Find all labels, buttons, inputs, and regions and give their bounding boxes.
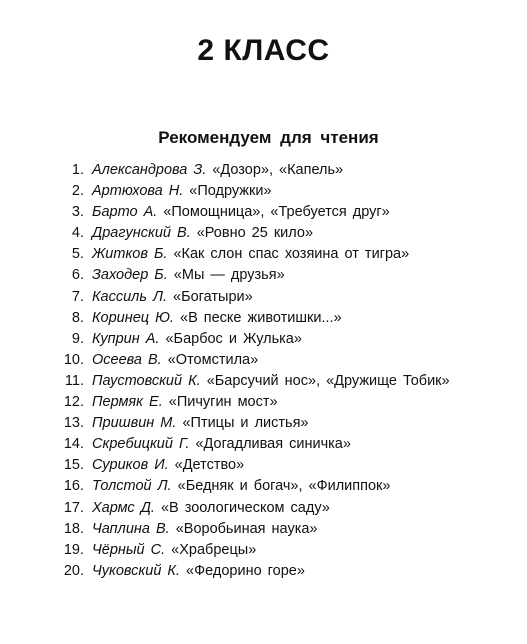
item-number: 13. xyxy=(63,415,84,432)
item-author: Осеева В. xyxy=(92,351,162,368)
item-title: «Детство» xyxy=(174,457,245,474)
item-author: Паустовский К. xyxy=(92,372,201,389)
item-title: «Воробьиная наука» xyxy=(175,520,318,537)
item-number: 3. xyxy=(71,204,84,221)
item-author: Скребицкий Г. xyxy=(92,436,190,453)
item-title: «Бедняк и богач», «Филиппок» xyxy=(177,478,391,495)
section-subtitle: Рекомендуем для чтения xyxy=(158,128,379,147)
item-title: «Птицы и листья» xyxy=(182,415,309,432)
item-number: 10. xyxy=(63,351,84,368)
item-title: «Подружки» xyxy=(189,183,272,200)
item-author: Чуковский К. xyxy=(92,562,181,579)
item-number: 14. xyxy=(63,436,84,453)
item-title: «Пичугин мост» xyxy=(168,394,278,411)
item-author: Куприн А. xyxy=(92,330,160,347)
item-author: Драгунский В. xyxy=(92,225,191,242)
item-author: Чаплина В. xyxy=(92,520,170,537)
page-title: 2 КЛАСС xyxy=(197,34,330,67)
item-title: «Ровно 25 кило» xyxy=(196,225,314,242)
item-number: 1. xyxy=(71,162,84,178)
item-number: 8. xyxy=(71,309,84,326)
item-author: Житков Б. xyxy=(92,246,168,263)
item-author: Чёрный С. xyxy=(92,541,166,558)
item-number: 9. xyxy=(71,330,84,347)
item-title: «Федорино горе» xyxy=(186,562,305,579)
item-title: «Отомстила» xyxy=(167,351,259,368)
item-number: 15. xyxy=(63,457,84,474)
item-author: Толстой Л. xyxy=(92,478,172,495)
item-number: 17. xyxy=(63,499,84,516)
item-number: 12. xyxy=(63,394,84,411)
item-author: Пермяк Е. xyxy=(92,394,163,411)
item-number: 4. xyxy=(71,225,84,242)
item-author: Александрова З. xyxy=(92,162,207,178)
item-author: Заходер Б. xyxy=(92,267,168,284)
item-number: 19. xyxy=(63,541,84,558)
item-title: «В песке животишки...» xyxy=(180,309,342,326)
item-number: 2. xyxy=(71,183,84,200)
item-title: «Богатыри» xyxy=(173,288,253,305)
item-author: Суриков И. xyxy=(92,457,169,474)
item-author: Кассиль Л. xyxy=(92,288,167,305)
item-author: Хармс Д. xyxy=(92,499,155,516)
item-title: «Помощница», «Требуется друг» xyxy=(163,204,390,221)
item-title: «Дозор», «Капель» xyxy=(212,162,344,178)
item-author: Коринец Ю. xyxy=(92,309,174,326)
item-number: 16. xyxy=(63,478,84,495)
item-title: «Догадливая синичка» xyxy=(195,436,351,453)
item-title: «Мы — друзья» xyxy=(173,267,285,284)
item-number: 7. xyxy=(71,288,84,305)
item-title: «В зоологическом саду» xyxy=(160,499,330,516)
item-number: 11. xyxy=(64,372,84,389)
item-number: 18. xyxy=(63,520,84,537)
item-number: 6. xyxy=(71,267,84,284)
item-title: «Барсучий нос», «Дружище Тобик» xyxy=(206,372,450,389)
item-author: Артюхова Н. xyxy=(92,183,184,200)
item-author: Пришвин М. xyxy=(92,415,177,432)
item-author: Барто А. xyxy=(92,204,158,221)
item-title: «Храбрецы» xyxy=(171,541,257,558)
item-number: 5. xyxy=(71,246,84,263)
item-title: «Как слон спас хозяина от тигра» xyxy=(173,246,410,263)
item-title: «Барбос и Жулька» xyxy=(165,330,302,347)
item-number: 20. xyxy=(63,562,84,579)
